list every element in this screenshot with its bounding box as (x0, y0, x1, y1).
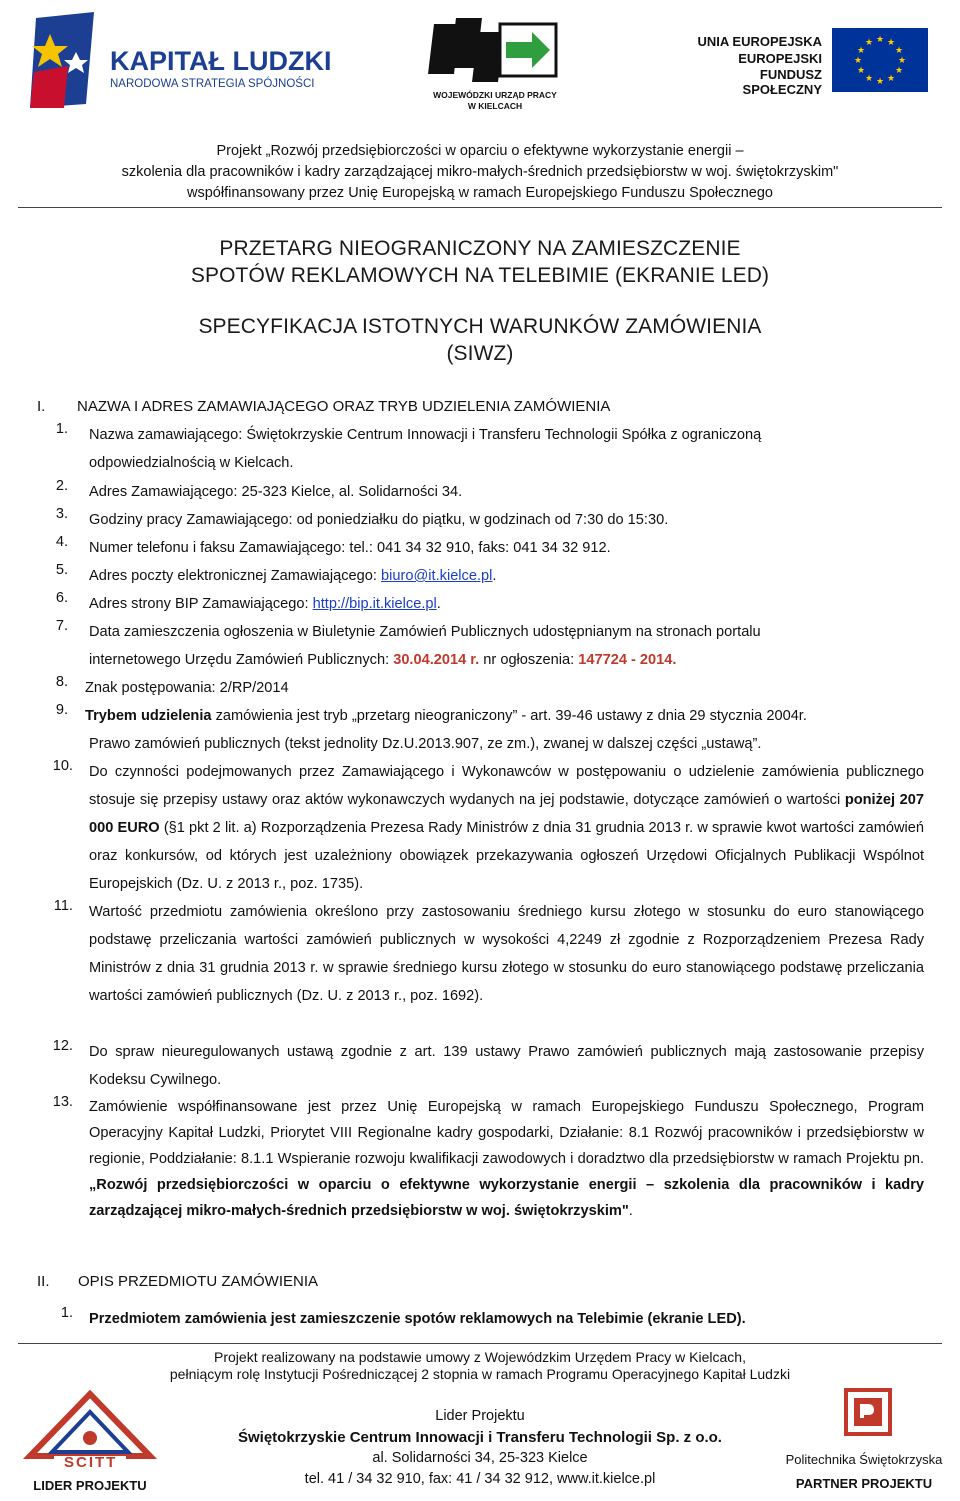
item-12-number: 12. (52, 1038, 73, 1054)
svg-text:★: ★ (894, 46, 904, 56)
item-6-label: Adres strony BIP Zamawiającego: (89, 596, 309, 612)
title-line-4: (SIWZ) (446, 342, 514, 365)
item-9-cont (89, 730, 924, 758)
item-3-text: od poniedziałku do piątku, w godzinach od 7:30 do 15:30. (292, 512, 669, 528)
item-4 (89, 534, 924, 562)
item-7-text: Data zamieszczenia ogłoszenia w Biuletynie Zamówień Publicznych udostępnianym na stronach portalu (89, 624, 761, 640)
item-2-number: 2. (55, 478, 68, 494)
item-8-number: 8. (55, 674, 68, 690)
item-6-number: 6. (55, 590, 68, 606)
item-9 (85, 702, 920, 730)
kapital-ludzki-emblem-icon (28, 12, 108, 112)
item-12-text: Do spraw nieuregulowanych ustawą zgodnie z art. 139 ustawy Prawo zamówień publicznych mają zastosowanie przepisy Kodeksu Cywilnego. (89, 1044, 924, 1088)
item-2-text: 25-323 Kielce, al. Solidarności 34. (237, 484, 463, 500)
politechnika-logo (776, 1388, 952, 1498)
kapital-ludzki-logo (28, 12, 332, 112)
item-13 (89, 1094, 924, 1224)
title-line-1: PRZETARG NIEOGRANICZONY NA ZAMIESZCZENIE (219, 237, 741, 260)
title-line-3: SPECYFIKACJA ISTOTNYCH WARUNKÓW ZAMÓWIENIA (198, 315, 762, 338)
item-6 (89, 590, 924, 618)
svg-text:★: ★ (886, 74, 896, 84)
eu-line2: EUROPEJSKI (738, 51, 822, 66)
item-5-label: Adres poczty elektronicznej Zamawiającego: (89, 568, 377, 584)
item-3-label: Godziny pracy Zamawiającego: (89, 512, 293, 528)
section-2-item-1 (89, 1305, 924, 1333)
section-1-heading: NAZWA I ADRES ZAMAWIAJĄCEGO ORAZ TRYB UDZIELENIA ZAMÓWIENIA (77, 398, 611, 415)
item-2 (89, 478, 924, 506)
item-4-number: 4. (55, 534, 68, 550)
item-5-number: 5. (55, 562, 68, 578)
footer-lider: Lider Projektu (435, 1408, 525, 1424)
item-8-text: Znak postępowania: 2/RP/2014 (85, 680, 289, 696)
item-1-text-2: odpowiedzialnością w Kielcach. (89, 455, 294, 471)
footer-address: al. Solidarności 34, 25-323 Kielce (372, 1450, 588, 1466)
section-2-item-1-number: 1. (60, 1305, 73, 1321)
eu-flag-icon (832, 28, 928, 92)
footer-contact: tel. 41 / 34 32 910, fax: 41 / 34 32 912, www.it.kielce.pl (304, 1471, 656, 1487)
item-10-threshold: poniżej 207 000 EURO (89, 792, 925, 836)
section-2-number: II. (37, 1273, 50, 1290)
item-1 (89, 421, 924, 477)
partner-caption: PARTNER PROJEKTU (795, 1476, 933, 1491)
wup-line1: WOJEWÓDZKI URZĄD PRACY (433, 90, 557, 100)
svg-text:★: ★ (886, 38, 896, 48)
svg-text:★: ★ (864, 38, 874, 48)
section-1-number: I. (37, 398, 46, 415)
item-3 (89, 506, 924, 534)
footer-divider (18, 1343, 942, 1344)
item-11-text: Wartość przedmiotu zamówienia określono przy zastosowaniu średniego kursu złotego w stosunku do euro stanowiącego podstawę przeliczania wartości zamówień publicznych w wysokości 4,2249 zł zgodnie z Rozporządzeniem Prezesa Rady Ministrów z dnia 31 grudnia 2013 r. w sprawie średniego kursu złotego w stosunku do euro stanowiącego podstawę przeliczania wartości zamówień publicznych (Dz. U. z 2013 r., poz. 1692). (89, 904, 924, 1004)
item-9-number: 9. (55, 702, 68, 718)
svg-text:★: ★ (856, 46, 866, 56)
scitt-logo-text: ŚCITT (64, 1454, 118, 1471)
item-13-text: Zamówienie współfinansowane jest przez Unię Europejską w ramach Europejskiego Funduszu Społecznego, Program Operacyjny Kapitał Ludzki, Priorytet VIII Regionalne kadry gospodarki, Działanie: 8.1 Rozwój pracowników i przedsiębiorstw w regionie, Poddziałanie: 8.1.1 Wspieranie rozwoju kwalifikacji zawodowych i doradztwo dla przedsiębiorstw w ramach Projektu pn. (89, 1099, 924, 1167)
item-1-text: : Świętokrzyskie Centrum Innowacji i Transferu Technologii Spółka z ograniczoną (238, 427, 762, 443)
svg-text:★: ★ (894, 66, 904, 76)
item-11-number: 11. (53, 898, 73, 914)
header-divider (18, 207, 942, 208)
svg-text:★: ★ (856, 66, 866, 76)
item-11 (89, 898, 924, 1010)
item-12 (89, 1038, 924, 1094)
section-2-item-1-text: Przedmiotem zamówienia jest zamieszczenie spotów reklamowych na Telebimie (ekranie LED). (89, 1311, 746, 1327)
item-13-tail: . (628, 1203, 633, 1219)
section-2-heading: OPIS PRZEDMIOTU ZAMÓWIENIA (78, 1273, 319, 1290)
item-4-text: : tel.: 041 34 32 910, faks: 041 34 32 912. (341, 540, 611, 556)
footer-org: Świętokrzyskie Centrum Innowacji i Transferu Technologii Sp. z o.o. (238, 1429, 722, 1446)
item-1-label: Nazwa zamawiającego (89, 427, 239, 443)
item-9-text: zamówienia jest tryb „przetarg nieograniczony” - art. 39-46 ustawy z dnia 29 stycznia 2004r. (211, 708, 807, 724)
eu-logo (690, 28, 940, 98)
politechnika-emblem-icon (844, 1388, 892, 1436)
item-10-number: 10. (52, 758, 73, 774)
footer-line-2: pełniącym rolę Instytucji Pośredniczącej 2 stopnia w ramach Programu Operacyjnego Kapitał Ludzki (169, 1366, 791, 1382)
email-link[interactable]: biuro@it.kielce.pl (381, 568, 493, 584)
item-10 (89, 758, 924, 898)
eu-line1: UNIA EUROPEJSKA (697, 34, 822, 49)
item-9-label: Trybem udzielenia (85, 708, 212, 724)
item-7-number: 7. (55, 618, 68, 634)
item-6-tail: . (436, 596, 441, 612)
announcement-number: 147724 - 2014. (578, 652, 677, 668)
footer-line-1: Projekt realizowany na podstawie umowy z Wojewódzkim Urzędem Pracy w Kielcach, (214, 1349, 746, 1365)
item-3-number: 3. (55, 506, 68, 522)
lider-caption: LIDER PROJEKTU (33, 1478, 147, 1493)
svg-text:★: ★ (853, 56, 863, 66)
wup-line2: W KIELCACH (467, 101, 523, 111)
header-line-1: Projekt „Rozwój przedsiębiorczości w oparciu o efektywne wykorzystanie energii – (216, 143, 744, 159)
item-10-text-2: (§1 pkt 2 lit. a) Rozporządzenia Prezesa Rady Ministrów z dnia 31 grudnia 2013 r. w sprawie kwot wartości zamówień oraz konkursów, od których jest uzależniony obowiązek przekazywania ogłoszeń Urzędowi Oficjalnych Publikacji Wspólnot Europejskich (Dz. U. z 2013 r., poz. 1735). (89, 820, 924, 892)
svg-text:★: ★ (875, 77, 885, 87)
item-4-label: Numer telefonu i faksu Zamawiającego (89, 540, 342, 556)
eu-line3: FUNDUSZ SPOŁECZNY (742, 67, 822, 97)
item-7-mid: nr ogłoszenia: (483, 652, 575, 668)
item-7 (89, 618, 924, 674)
item-13-project-name: „Rozwój przedsiębiorczości w oparciu o efektywne wykorzystanie energii – szkolenia dla pracowników i kadry zarządzającej mikro-małych-średnich przedsiębiorstw w woj. świętokrzyskim" (89, 1177, 924, 1219)
wup-logo (420, 14, 570, 114)
scitt-logo (20, 1390, 160, 1498)
item-1-number: 1. (55, 421, 68, 437)
wup-emblem-icon (420, 14, 570, 88)
bip-link[interactable]: http://bip.it.kielce.pl (312, 596, 437, 612)
header-line-2: szkolenia dla pracowników i kadry zarządzającej mikro-małych-średnich przedsiębiorstw w woj. świętokrzyskim" (121, 164, 839, 180)
announcement-date: 30.04.2014 r. (393, 652, 480, 668)
item-10-text: Do czynności podejmowanych przez Zamawiającego i Wykonawców w postępowaniu o udzielenie zamówienia publicznego stosuje się przepisy ustawy oraz aktów wykonawczych wydanych na jej podstawie, dotyczące zamówień o wartości (89, 764, 924, 808)
title-line-2: SPOTÓW REKLAMOWYCH NA TELEBIMIE (EKRANIE LED) (190, 264, 770, 287)
svg-text:★: ★ (864, 74, 874, 84)
item-8 (85, 674, 920, 702)
header-line-3: współfinansowany przez Unię Europejską w ramach Europejskiego Funduszu Społecznego (187, 185, 773, 201)
item-13-number: 13. (52, 1094, 73, 1110)
item-5-tail: . (492, 568, 497, 584)
kl-subtitle: NARODOWA STRATEGIA SPÓJNOŚCI (110, 78, 315, 90)
svg-text:★: ★ (875, 35, 885, 45)
item-7-text-2: internetowego Urzędu Zamówień Publicznych: (89, 652, 390, 668)
politechnika-name: Politechnika Świętokrzyska (785, 1452, 943, 1467)
item-9-text-2: Prawo zamówień publicznych (tekst jednolity Dz.U.2013.907, ze zm.), zwanej w dalszej części „ustawą”. (89, 736, 762, 752)
svg-text:★: ★ (897, 56, 907, 66)
kl-title: KAPITAŁ LUDZKI (110, 46, 332, 76)
item-2-label: Adres Zamawiającego: (89, 484, 238, 500)
item-5 (89, 562, 924, 590)
